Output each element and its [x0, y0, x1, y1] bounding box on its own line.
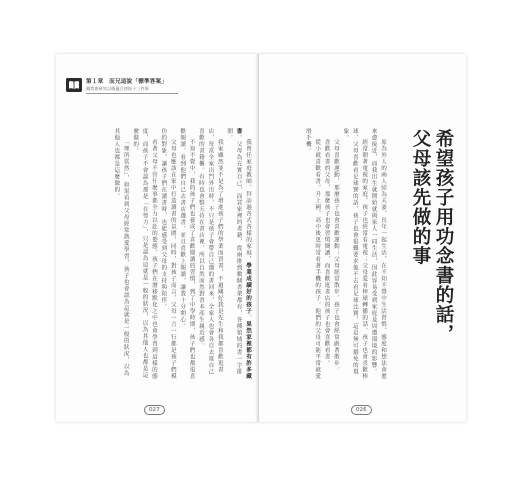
- page-number-right: 026: [351, 405, 372, 415]
- title-line-1: 希望孩子用功念書的話，: [433, 129, 454, 344]
- left-paragraph-4: 父母也應該在家中打造讀書的氛圍，同時，對孩子而言，父母一言一行都是孩子們模仿的對象，讓孩子們在讀書時，也能感受到父母的支持與陪伴。: [160, 128, 176, 380]
- right-paragraph-3: 父母喜歡運動，那麼孩子也會喜歡運動；父母經常散步，孩子也會經常跟著散步。: [332, 139, 339, 374]
- right-body-text: [297, 128, 387, 380]
- left-paragraph-2: 我家雖然並不是為了增進孩子們的學業而買書，不過剛好我是先生和我都喜歡逛書店，每當全家出門外出時，不只是孩子會帶自己選的書回來，全家人也會各自去逛自己喜歡的書籍櫃。有時也會整天待在書店裡，所以自然而然對書本產生親近感。: [197, 128, 223, 375]
- right-page: [259, 54, 466, 422]
- chapter-title: 第１章 而兄這說「標準答案」: [86, 79, 168, 85]
- right-paragraph-2: 經常開著電視的家庭，孩子也經常看電視；父母愛看棒球轉播的話，孩子也會喜歡棒球，父母喜歡看足球賽的話，孩子也會很難要求他不去看足球比賽，這是無可避免的現象。: [342, 128, 368, 380]
- left-body-text: [70, 128, 252, 380]
- chapter-subtitle: 親我會研究以後適合初始十三件事: [86, 86, 149, 91]
- left-paragraph-3: 不知不覺中，我的孩子們也養成了喜歡閱讀的習慣，到了中學時期，孩子們也都很喜歡閱讀，看到他們自己去書店選書，並且喜歡上閱讀，讓我十分開心。: [179, 128, 195, 380]
- right-paragraph-4: 喜歡看書的父母，那麼孩子也會習慣閱讀，而喜歡逛書店的孩子也會喜歡看書。: [323, 139, 330, 367]
- left-paragraph-1: 我曾任家庭教師，拜訪過各式各樣的家庭，學業成績好的孩子，果然家裡都有許多藏書。父母為充實自己，而買家裡的書籍，從兩排到數個書架都有，各種領域的書一字排開。: [226, 128, 251, 380]
- open-book-icon: [66, 78, 82, 92]
- page-title: [407, 129, 455, 379]
- emphasis-text: 果然家裡都有許多藏書: [235, 128, 251, 380]
- right-paragraph-1: 原為外人的兩人結為夫妻，長年一起生活，在不知不覺中生活習慣、態度和想法會愈來愈接近，而我出生就開始就與家人一同生活，因此容易受到家庭及周遭環境的影響。: [370, 128, 386, 380]
- left-page: [56, 54, 259, 422]
- emphasis-text: 學業成績好的孩子: [245, 262, 251, 315]
- left-paragraph-5: 看著父母不管什麼事都全力以赴的姿態，孩子們在潛移默化之中也會學習到這樣的態度，而孩子不會認為那是「在努力」，只是認為這就是一般的狀況，以為其他人也都是這麼做的。: [132, 128, 157, 380]
- chapter-header: [66, 76, 216, 98]
- right-paragraph-5: 從小就喜歡看書，升上國、高中後更時常看著手機的孩子，他們的父母可能平常就愛滑手機。: [304, 128, 321, 380]
- left-paragraph-6: 「理所當然」，如果看到父母經常熱愛學習，孩子也會認為這就是一般的狀況，以為其他人也都是這麼做的。: [113, 128, 129, 377]
- page-number-left: 027: [144, 405, 165, 415]
- title-line-2: 父母該先做的事: [410, 129, 431, 266]
- header-divider: [86, 93, 178, 94]
